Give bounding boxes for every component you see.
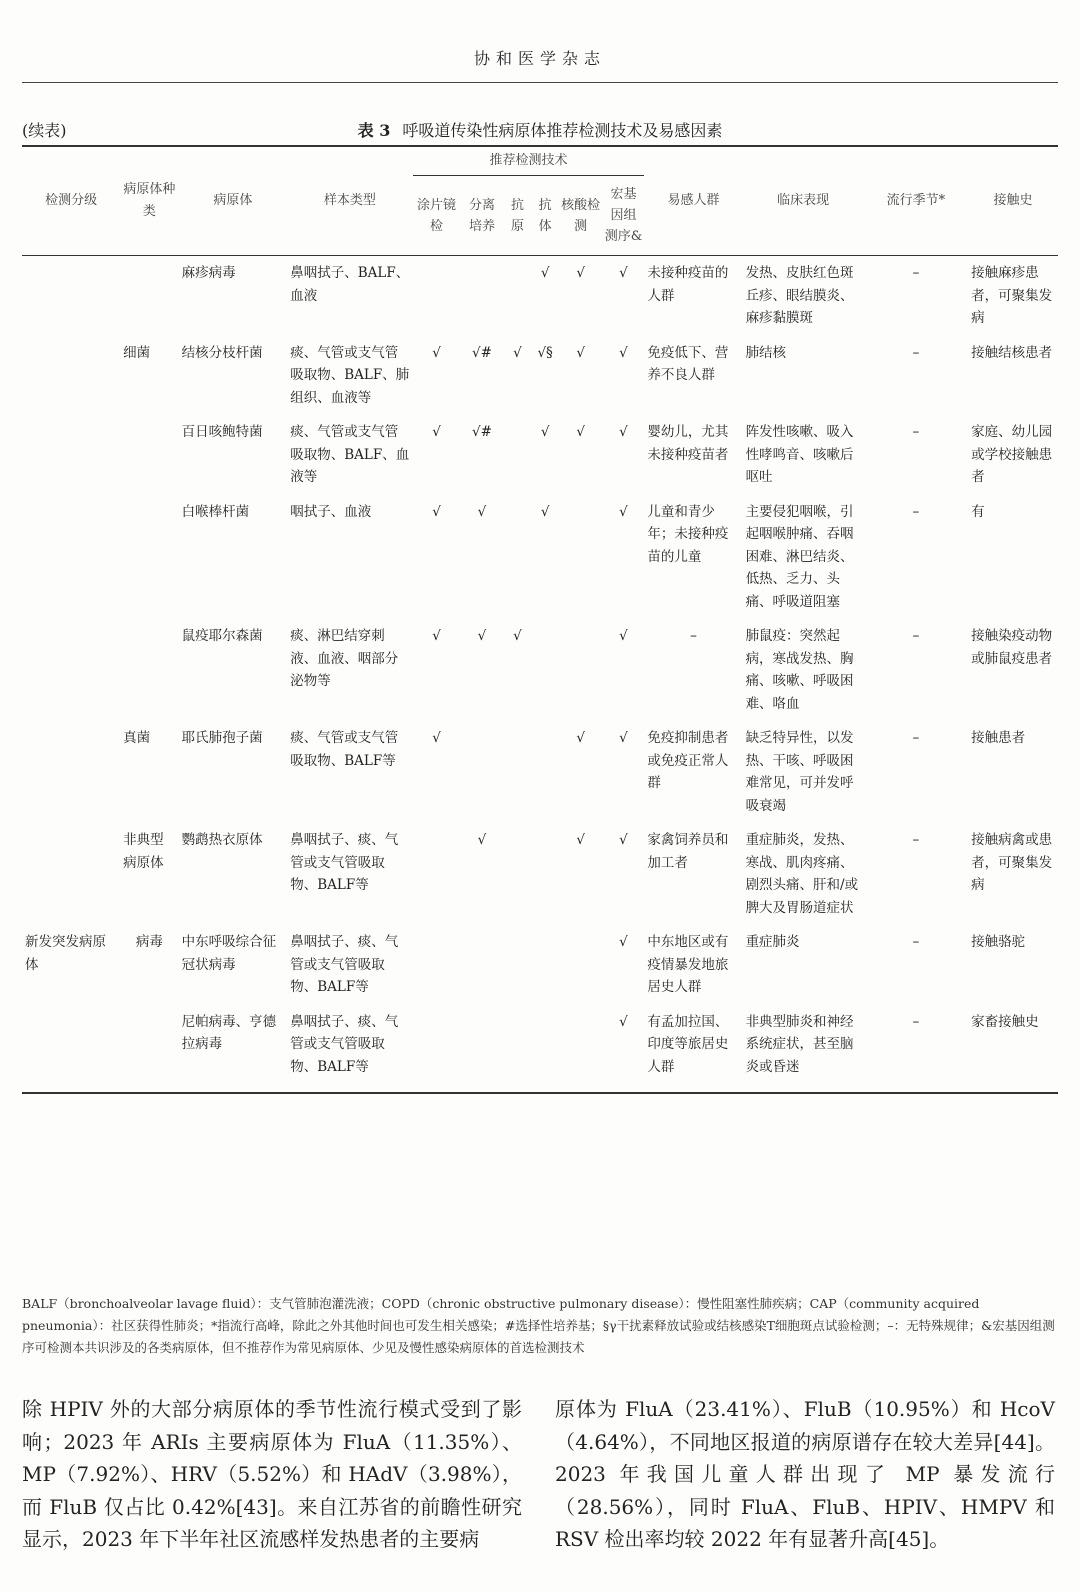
header-smear: 涂片镜检 xyxy=(413,176,461,256)
cell-culture xyxy=(461,925,504,1005)
table-caption xyxy=(22,116,1058,144)
header-contact: 接触史 xyxy=(968,146,1058,256)
cell-sample: 痰、气管或支气管吸取物、BALF、肺组织、血液等 xyxy=(290,344,410,406)
cell-contact: 接触染疫动物或肺鼠疫患者 xyxy=(971,628,1053,667)
cell-sample: 鼻咽拭子、痰、气管或支气管吸取物、BALF等 xyxy=(290,832,399,893)
table-number: 表 3 xyxy=(357,121,391,140)
cell-culture xyxy=(461,721,504,823)
table-footnote: BALF（bronchoalveolar lavage fluid）：支气管肺泡灌洗液；COPD（chronic obstructive pulmonary disease）：慢性阻塞性肺疾病；CAP（community acquired pneumonia）：社区获得性肺炎；*指流行高峰，除此之外其他时间也可发生相关感染；#选择性培养基；§γ干扰素释放试验或结核感染T细胞斑点试验检测；–：无特殊规律；&宏基因组测序可检测本共识涉及的各类病原体，但不推荐作为常见病原体、少见及慢性感染病原体的首选检测技术 xyxy=(22,1296,1055,1355)
cell-season: – xyxy=(912,424,920,440)
cell-susceptible: 免疫低下、营养不良人群 xyxy=(647,344,729,383)
header-metagenomic: 宏基因组测序& xyxy=(603,176,645,256)
header-antigen: 抗原 xyxy=(503,176,531,256)
cell-pathogen: 结核分枝杆菌 xyxy=(181,344,263,361)
cell-culture xyxy=(461,1005,504,1094)
header-tech-group: 推荐检测技术 xyxy=(413,146,645,176)
cell-susceptible: 婴幼儿，尤其未接种疫苗者 xyxy=(647,424,729,463)
cell-smear: √ xyxy=(432,503,441,520)
cell-culture: √# xyxy=(472,424,492,440)
cell-antigen xyxy=(503,1005,531,1094)
cell-category: 病毒 xyxy=(135,934,163,950)
cell-nucleic: √ xyxy=(576,265,585,281)
cell-metagenomic: √ xyxy=(619,730,628,746)
table-row xyxy=(22,415,1058,495)
cell-metagenomic: √ xyxy=(619,628,628,644)
cell-antibody: √ xyxy=(540,265,550,281)
cell-metagenomic: √ xyxy=(619,344,628,361)
cell-season: – xyxy=(912,832,920,848)
cell-level xyxy=(22,721,120,823)
cell-sample: 咽拭子、血液 xyxy=(290,503,372,520)
cell-antibody xyxy=(532,925,559,1005)
cell-pathogen: 中东呼吸综合征冠状病毒 xyxy=(181,934,277,973)
cell-antibody: √ xyxy=(540,503,550,520)
cell-clinical: 重症肺炎 xyxy=(745,934,800,950)
cell-metagenomic: √ xyxy=(619,832,628,848)
cell-clinical: 阵发性咳嗽、吸入性哮鸣音、咳嗽后呕吐 xyxy=(745,424,854,485)
cell-antibody xyxy=(532,721,559,823)
cell-sample: 痰、淋巴结穿刺液、血液、咽部分泌物等 xyxy=(290,628,399,689)
header-level: 检测分级 xyxy=(22,146,120,256)
cell-season: – xyxy=(912,344,920,361)
cell-nucleic: √ xyxy=(576,730,585,746)
header-antibody: 抗体 xyxy=(532,176,559,256)
cell-antigen xyxy=(503,256,531,336)
cell-season: – xyxy=(912,265,920,281)
cell-pathogen: 耶氏肺孢子菌 xyxy=(181,730,263,746)
table-row xyxy=(22,256,1058,336)
header-category: 病原体种类 xyxy=(120,146,178,256)
cell-level xyxy=(22,619,120,721)
cell-antigen xyxy=(503,823,531,925)
cell-susceptible: 未接种疫苗的人群 xyxy=(647,265,729,304)
cell-antibody: √§ xyxy=(537,344,553,361)
cell-susceptible: 免疫抑制患者或免疫正常人群 xyxy=(647,730,729,791)
cell-sample: 痰、气管或支气管吸取物、BALF、血液等 xyxy=(290,424,410,485)
cell-antigen xyxy=(503,721,531,823)
cell-pathogen: 百日咳鲍特菌 xyxy=(181,424,263,440)
cell-category xyxy=(120,619,178,721)
cell-sample: 鼻咽拭子、BALF、血液 xyxy=(290,265,410,304)
table-row xyxy=(22,1005,1058,1094)
cell-culture: √ xyxy=(477,503,487,520)
cell-smear: √ xyxy=(432,344,441,361)
cell-nucleic xyxy=(559,495,603,620)
cell-antibody: √ xyxy=(540,424,550,440)
cell-category xyxy=(120,256,178,336)
cell-smear xyxy=(413,1005,461,1094)
cell-contact: 家庭、幼儿园或学校接触患者 xyxy=(971,424,1053,485)
pathogen-table xyxy=(22,145,1058,1094)
cell-level xyxy=(22,1005,120,1094)
cell-metagenomic: √ xyxy=(619,934,628,950)
cell-category xyxy=(120,415,178,495)
cell-nucleic: √ xyxy=(576,344,585,361)
cell-smear xyxy=(413,823,461,925)
header-susceptible: 易感人群 xyxy=(644,146,742,256)
cell-sample: 痰、气管或支气管吸取物、BALF等 xyxy=(290,730,399,769)
cell-sample: 鼻咽拭子、痰、气管或支气管吸取物、BALF等 xyxy=(287,1005,412,1094)
cell-pathogen: 鹦鹉热衣原体 xyxy=(181,832,263,848)
cell-category: 真菌 xyxy=(123,730,151,746)
cell-pathogen: 白喉棒杆菌 xyxy=(181,503,250,520)
cell-contact: 接触骆驼 xyxy=(971,934,1026,950)
cell-susceptible: 有孟加拉国、印度等旅居史人群 xyxy=(644,1005,742,1094)
header-sample: 样本类型 xyxy=(287,146,412,256)
table-row xyxy=(22,823,1058,925)
cell-clinical: 肺结核 xyxy=(745,344,787,361)
cell-antibody xyxy=(532,619,559,721)
cell-level xyxy=(22,256,120,336)
cell-category xyxy=(120,1005,178,1094)
cell-clinical: 发热、皮肤红色斑丘疹、眼结膜炎、麻疹黏膜斑 xyxy=(745,265,854,326)
cell-pathogen: 尼帕病毒、亨德拉病毒 xyxy=(179,1005,288,1094)
cell-nucleic xyxy=(559,925,603,1005)
table-title: 呼吸道传染性病原体推荐检测技术及易感因素 xyxy=(402,121,723,140)
cell-antibody xyxy=(532,1005,559,1094)
header-culture: 分离培养 xyxy=(461,176,504,256)
journal-header: 协和医学杂志 xyxy=(22,46,1058,83)
cell-contact: 接触病禽或患者，可聚集发病 xyxy=(971,832,1053,893)
header-pathogen: 病原体 xyxy=(179,146,288,256)
body-text-right: 原体为 FluA（23.41%）、FluB（10.95%）和 HcoV（4.64%），不同地区报道的病原谱存在较大差异[44]。2023 年我国儿童人群出现了 MP 暴发流行（28.56%），同时 FluA、FluB、HPIV、HMPV 和 RSV 检出率均较 2022 年有显著升高[45]。 xyxy=(555,1397,1055,1551)
cell-level xyxy=(22,495,120,620)
cell-clinical: 缺乏特异性，以发热、干咳、呼吸困难常见，可并发呼吸衰竭 xyxy=(745,730,854,814)
cell-smear: √ xyxy=(432,628,441,644)
header-season: 流行季节* xyxy=(864,146,968,256)
cell-clinical: 非典型肺炎和神经系统症状，甚至脑炎或昏迷 xyxy=(743,1005,864,1094)
cell-season: – xyxy=(864,1005,968,1094)
table-row xyxy=(22,619,1058,721)
cell-contact: 接触麻疹患者，可聚集发病 xyxy=(971,265,1053,326)
cell-sample: 鼻咽拭子、痰、气管或支气管吸取物、BALF等 xyxy=(290,934,399,995)
cell-smear: √ xyxy=(432,730,441,746)
header-nucleic: 核酸检测 xyxy=(559,176,603,256)
cell-susceptible: 儿童和青少年；未接种疫苗的儿童 xyxy=(647,503,729,565)
cell-smear: √ xyxy=(432,424,441,440)
cell-culture xyxy=(461,256,504,336)
cell-antigen xyxy=(503,925,531,1005)
cell-category xyxy=(120,495,178,620)
cell-category: 非典型病原体 xyxy=(123,832,164,871)
cell-antigen: √ xyxy=(513,344,522,361)
cell-pathogen: 麻疹病毒 xyxy=(181,265,236,281)
cell-metagenomic: √ xyxy=(603,1005,645,1094)
cell-nucleic xyxy=(559,1005,603,1094)
cell-season: – xyxy=(912,730,920,746)
cell-nucleic: √ xyxy=(576,832,585,848)
cell-antigen: √ xyxy=(513,628,522,644)
cell-metagenomic: √ xyxy=(619,503,628,520)
cell-clinical: 重症肺炎，发热、寒战、肌肉疼痛、剧烈头痛、肝和/或脾大及胃肠道症状 xyxy=(745,832,859,916)
cell-smear xyxy=(413,256,461,336)
cell-season: – xyxy=(912,503,920,520)
cell-nucleic: √ xyxy=(576,424,585,440)
header-clinical: 临床表现 xyxy=(743,146,864,256)
cell-season: – xyxy=(912,628,920,644)
cell-clinical: 肺鼠疫：突然起病，寒战发热、胸痛、咳嗽、呼吸困难、咯血 xyxy=(745,628,854,712)
table-row xyxy=(22,721,1058,823)
cell-antigen xyxy=(503,495,531,620)
cell-level: 新发突发病原体 xyxy=(25,934,106,973)
cell-level xyxy=(22,415,120,495)
table-row xyxy=(22,925,1058,1005)
cell-pathogen: 鼠疫耶尔森菌 xyxy=(181,628,263,644)
cell-clinical: 主要侵犯咽喉，引起咽喉肿痛、吞咽困难、淋巴结炎、低热、乏力、头痛、呼吸道阻塞 xyxy=(745,503,854,610)
table-row xyxy=(22,495,1058,620)
cell-antigen xyxy=(503,415,531,495)
cell-metagenomic: √ xyxy=(619,265,628,281)
cell-nucleic xyxy=(559,619,603,721)
cell-level xyxy=(22,336,120,416)
body-text-left: 除 HPIV 外的大部分病原体的季节性流行模式受到了影响；2023 年 ARIs 主要病原体为 FluA（11.35%）、MP（7.92%）、HRV（5.52%）和 HAdV（3.98%），而 FluB 仅占比 0.42%[43]。来自江苏省的前瞻性研究显示，2023 年下半年社区流感样发热患者的主要病 xyxy=(22,1397,522,1551)
continued-label: (续表) xyxy=(22,121,67,140)
cell-contact: 家畜接触史 xyxy=(968,1005,1058,1094)
cell-season: – xyxy=(912,934,920,950)
cell-smear xyxy=(413,925,461,1005)
cell-susceptible: 中东地区或有疫情暴发地旅居史人群 xyxy=(647,934,729,995)
table-row xyxy=(22,336,1058,416)
cell-susceptible: – xyxy=(690,628,697,644)
cell-culture: √ xyxy=(477,832,487,848)
cell-category: 细菌 xyxy=(123,344,151,361)
cell-metagenomic: √ xyxy=(619,424,628,440)
cell-susceptible: 家禽饲养员和加工者 xyxy=(647,832,729,871)
cell-contact: 接触患者 xyxy=(971,730,1026,746)
cell-culture: √ xyxy=(477,628,487,644)
cell-contact: 有 xyxy=(971,503,985,520)
cell-contact: 接触结核患者 xyxy=(971,344,1053,361)
cell-antibody xyxy=(532,823,559,925)
cell-culture: √# xyxy=(472,344,492,361)
cell-level xyxy=(22,823,120,925)
